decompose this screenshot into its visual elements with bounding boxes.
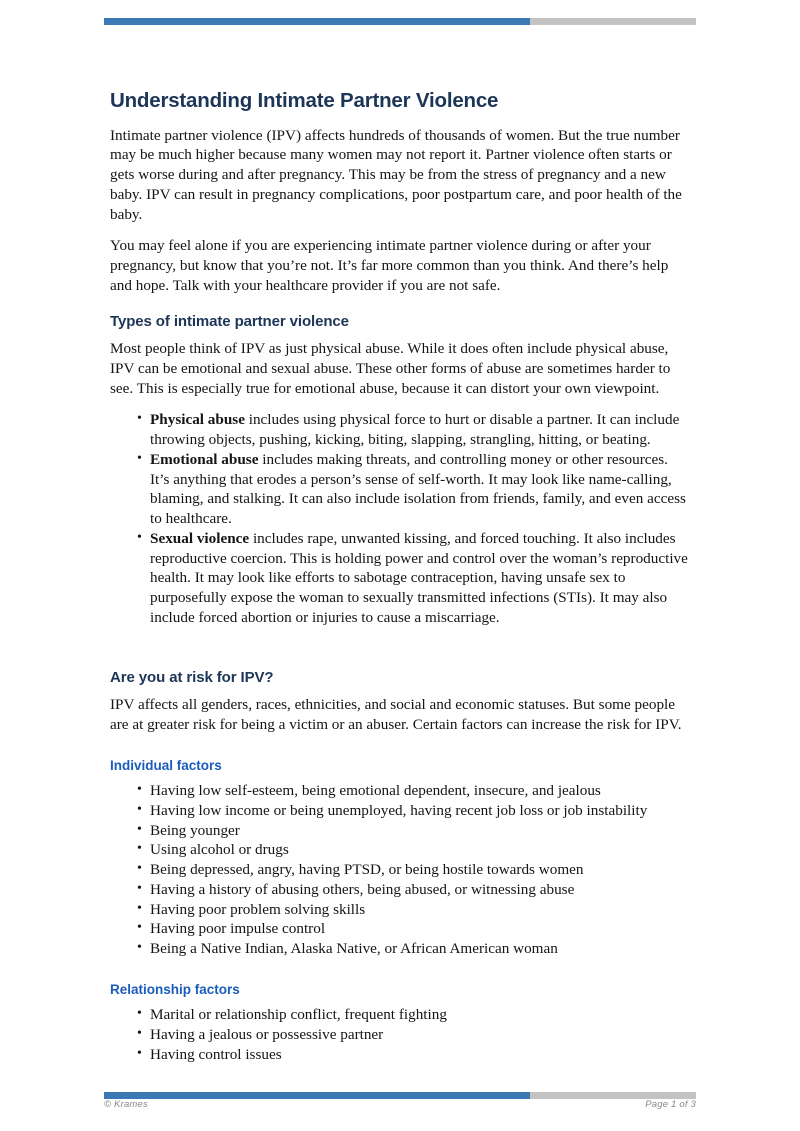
list-item-text: includes using physical force to hurt or disable a partner. It can include throwing objects, pushing, kicking, biting, slapping, strangling, hitting, or beating. [150,411,680,449]
list-item-term: Physical abuse [150,411,245,429]
list-item: • Having poor problem solving skills [110,900,690,920]
list-item: • Having low self-esteem, being emotional dependent, insecure, and jealous [110,781,690,801]
list-item: • Marital or relationship conflict, frequent fighting [110,1005,690,1025]
list-item: • Having a jealous or possessive partner [110,1025,690,1045]
list-item-text: includes rape, unwanted kissing, and forced touching. It also includes reproductive coercion. This is holding power and control over the woman’s reproductive health. It may look like efforts to sabotage contraception, having unsafe sex to purposefully expose the woman to sexually transmitted infections (STIs). It may also include forced abortion or injuries to cause a miscarriage. [150,529,688,626]
subheading-individual-factors: Individual factors [110,757,222,773]
header-rule-blue-segment [104,18,530,25]
list-item-term: Emotional abuse [150,450,259,468]
copyright-text: © Krames [104,1099,148,1110]
list-item: • Being a Native Indian, Alaska Native, or African American woman [110,939,690,959]
section-heading-risk: Are you at risk for IPV? [110,668,274,686]
page-number-text: Page 1 of 3 [645,1099,696,1110]
list-item [110,450,690,529]
list-item-term: Sexual violence [150,529,250,547]
page-title: Understanding Intimate Partner Violence [110,89,499,112]
types-list [110,410,690,627]
section-heading-types: Types of intimate partner violence [110,312,349,330]
list-item-text: includes making threats, and controlling money or other resources. It’s anything that erodes a person’s sense of self-worth. It may look like name-calling, blaming, and stalking. It can also include isolation from friends, family, and even access to healthcare. [150,450,686,528]
subheading-relationship-factors: Relationship factors [110,981,240,997]
list-item [110,410,690,450]
intro-paragraph-2: You may feel alone if you are experiencing intimate partner violence during or after your pregnancy, but know that you’re not. It’s far more common than you think. And there’s help and hope. Talk with your healthcare provider if you are not safe. [110,237,669,294]
risk-paragraph: IPV affects all genders, races, ethnicities, and social and economic statuses. But some people are at greater risk for being a victim or an abuser. Certain factors can increase the risk for IPV. [110,696,682,733]
document-content [110,88,690,1071]
list-item: • Being younger [110,821,690,841]
types-paragraph: Most people think of IPV as just physical abuse. While it does often include physical abuse, IPV can be emotional and sexual abuse. These other forms of abuse are sometimes harder to see. This is especially true for emotional abuse, because it can distort your own viewpoint. [110,340,671,397]
intro-paragraph-1: Intimate partner violence (IPV) affects hundreds of thousands of women. But the true number may be much higher because many women may not report it. Partner violence often starts or gets worse during and after pregnancy. This may be from the stress of pregnancy and a new baby. IPV can result in pregnancy complications, poor postpartum care, and poor health of the baby. [110,126,682,223]
list-item: • Having control issues [110,1045,690,1065]
list-item: • Having poor impulse control [110,919,690,939]
header-rule [104,18,696,25]
individual-factors-list [110,781,690,959]
page-footer [104,1099,696,1110]
relationship-factors-list [110,1005,690,1064]
footer-rule-grey-segment [530,1092,696,1099]
list-item: • Being depressed, angry, having PTSD, or being hostile towards women [110,860,690,880]
list-item: • Having low income or being unemployed, having recent job loss or job instability [110,801,690,821]
footer-rule-blue-segment [104,1092,530,1099]
list-item [110,529,690,628]
footer-rule [104,1092,696,1099]
list-item: • Using alcohol or drugs [110,840,690,860]
list-item: • Having a history of abusing others, being abused, or witnessing abuse [110,880,690,900]
header-rule-grey-segment [530,18,696,25]
